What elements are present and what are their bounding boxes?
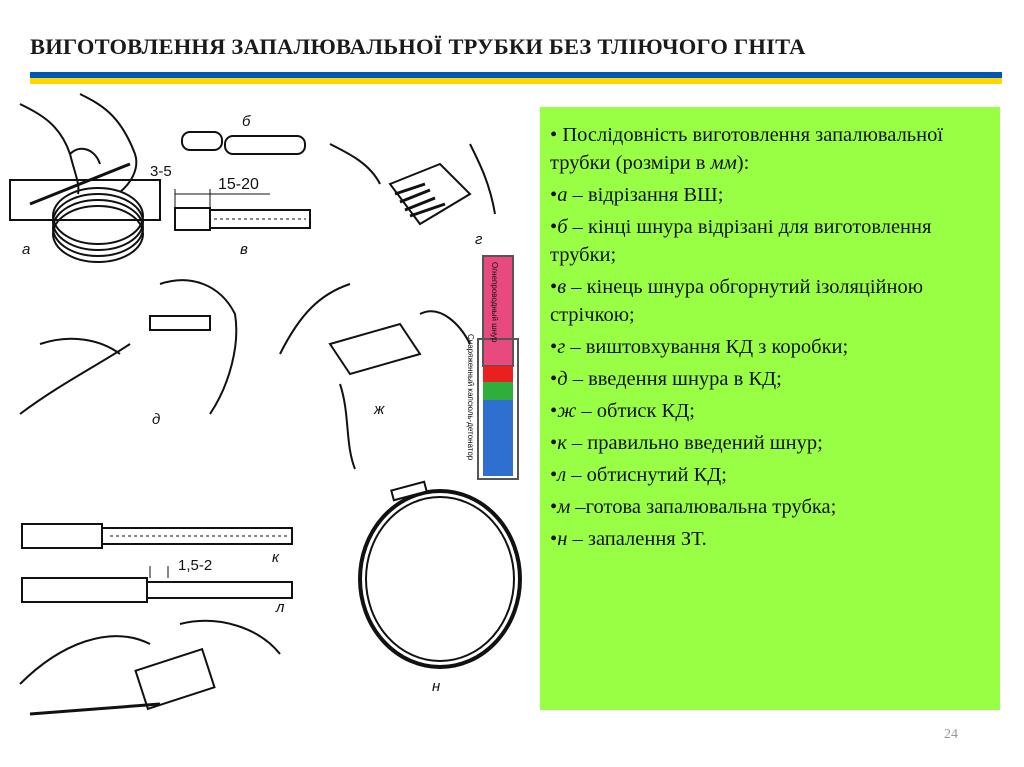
- step-text: – запалення ЗТ.: [567, 528, 707, 550]
- step-letter: л: [557, 464, 567, 486]
- bullet: •: [550, 336, 558, 358]
- assembly-illustration: [0, 84, 535, 724]
- bullet: •: [550, 496, 558, 518]
- step-item: [550, 181, 990, 209]
- label-n: н: [432, 678, 441, 695]
- step-item: [550, 365, 990, 393]
- step-zh-drawing: [280, 284, 470, 469]
- step-k-drawing: [22, 524, 292, 548]
- diagram-cap-label: Снаряженный капсюль-детонатор: [466, 334, 475, 461]
- step-item: [550, 333, 990, 361]
- bullet: •: [550, 432, 558, 454]
- label-zh: ж: [374, 401, 385, 418]
- step-item: [550, 493, 990, 521]
- step-text: – відрізання ВШ;: [567, 184, 724, 206]
- step-letter: м: [557, 496, 571, 518]
- step-v-drawing: [175, 189, 310, 230]
- dimension-15-20: 15-20: [218, 176, 259, 193]
- bullet: •: [550, 464, 558, 486]
- label-k: к: [272, 549, 280, 566]
- step-d-drawing: [20, 280, 236, 414]
- step-letter: ж: [557, 400, 577, 422]
- bullet: •: [550, 528, 558, 550]
- bullet: •: [550, 368, 558, 390]
- intro-item: [550, 121, 990, 177]
- dimension-1-5-2: 1,5-2: [178, 557, 213, 574]
- step-text: – правильно введений шнур;: [566, 432, 823, 454]
- bullet: •: [550, 216, 558, 238]
- bullet: •: [550, 400, 558, 422]
- intro-text-2: ):: [736, 152, 750, 174]
- step-item: [550, 397, 990, 425]
- intro-unit: мм: [710, 152, 737, 174]
- step-m-drawing: [20, 621, 280, 714]
- step-letter: д: [557, 368, 568, 390]
- slide-title: ВИГОТОВЛЕННЯ ЗАПАЛЮВАЛЬНОЇ ТРУБКИ БЕЗ ТЛІЮЧОГО ГНІТА: [30, 34, 806, 59]
- intro-text-1: Послідовність виготовлення запалювальної трубки (розміри в: [550, 124, 944, 174]
- step-letter: н: [557, 528, 568, 550]
- step-a-drawing: [10, 94, 160, 262]
- label-v: в: [240, 241, 248, 258]
- label-g: г: [475, 231, 483, 248]
- diagram-cord-label: Огнепроводный шнур: [490, 262, 499, 343]
- step-text: – виштовхування КД з коробки;: [565, 336, 849, 358]
- label-l: л: [276, 599, 285, 616]
- step-b-drawing: [182, 132, 305, 154]
- label-b: б: [242, 113, 251, 130]
- step-text: –готова запалювальна трубка;: [570, 496, 837, 518]
- step-item: [550, 525, 990, 553]
- step-n-drawing: [360, 482, 520, 667]
- step-text: – обтиснутий КД;: [566, 464, 727, 486]
- step-item: [550, 213, 990, 269]
- step-letter: а: [557, 184, 568, 206]
- step-item: [550, 461, 990, 489]
- step-text: – обтиск КД;: [576, 400, 695, 422]
- step-item: [550, 429, 990, 457]
- bullet: •: [550, 124, 558, 146]
- step-letter: г: [557, 336, 566, 358]
- step-text: – кінці шнура відрізані для виготовлення трубки;: [550, 216, 932, 266]
- bullet: •: [550, 184, 558, 206]
- step-item: [550, 273, 990, 329]
- label-a: а: [22, 241, 31, 258]
- steps-list: [550, 121, 990, 553]
- dimension-3-5: 3-5: [150, 163, 172, 180]
- step-letter: б: [557, 216, 568, 238]
- step-text: – кінець шнура обгорнутий ізоляційною стрічкою;: [550, 276, 924, 326]
- bullet: •: [550, 276, 558, 298]
- page-number: 24: [944, 727, 958, 742]
- step-g-drawing: [330, 144, 495, 224]
- step-l-drawing: [22, 566, 292, 602]
- step-letter: к: [557, 432, 567, 454]
- step-text: – введення шнура в КД;: [567, 368, 782, 390]
- step-letter: в: [557, 276, 567, 298]
- label-d: д: [152, 411, 161, 428]
- steps-panel: [540, 107, 1000, 710]
